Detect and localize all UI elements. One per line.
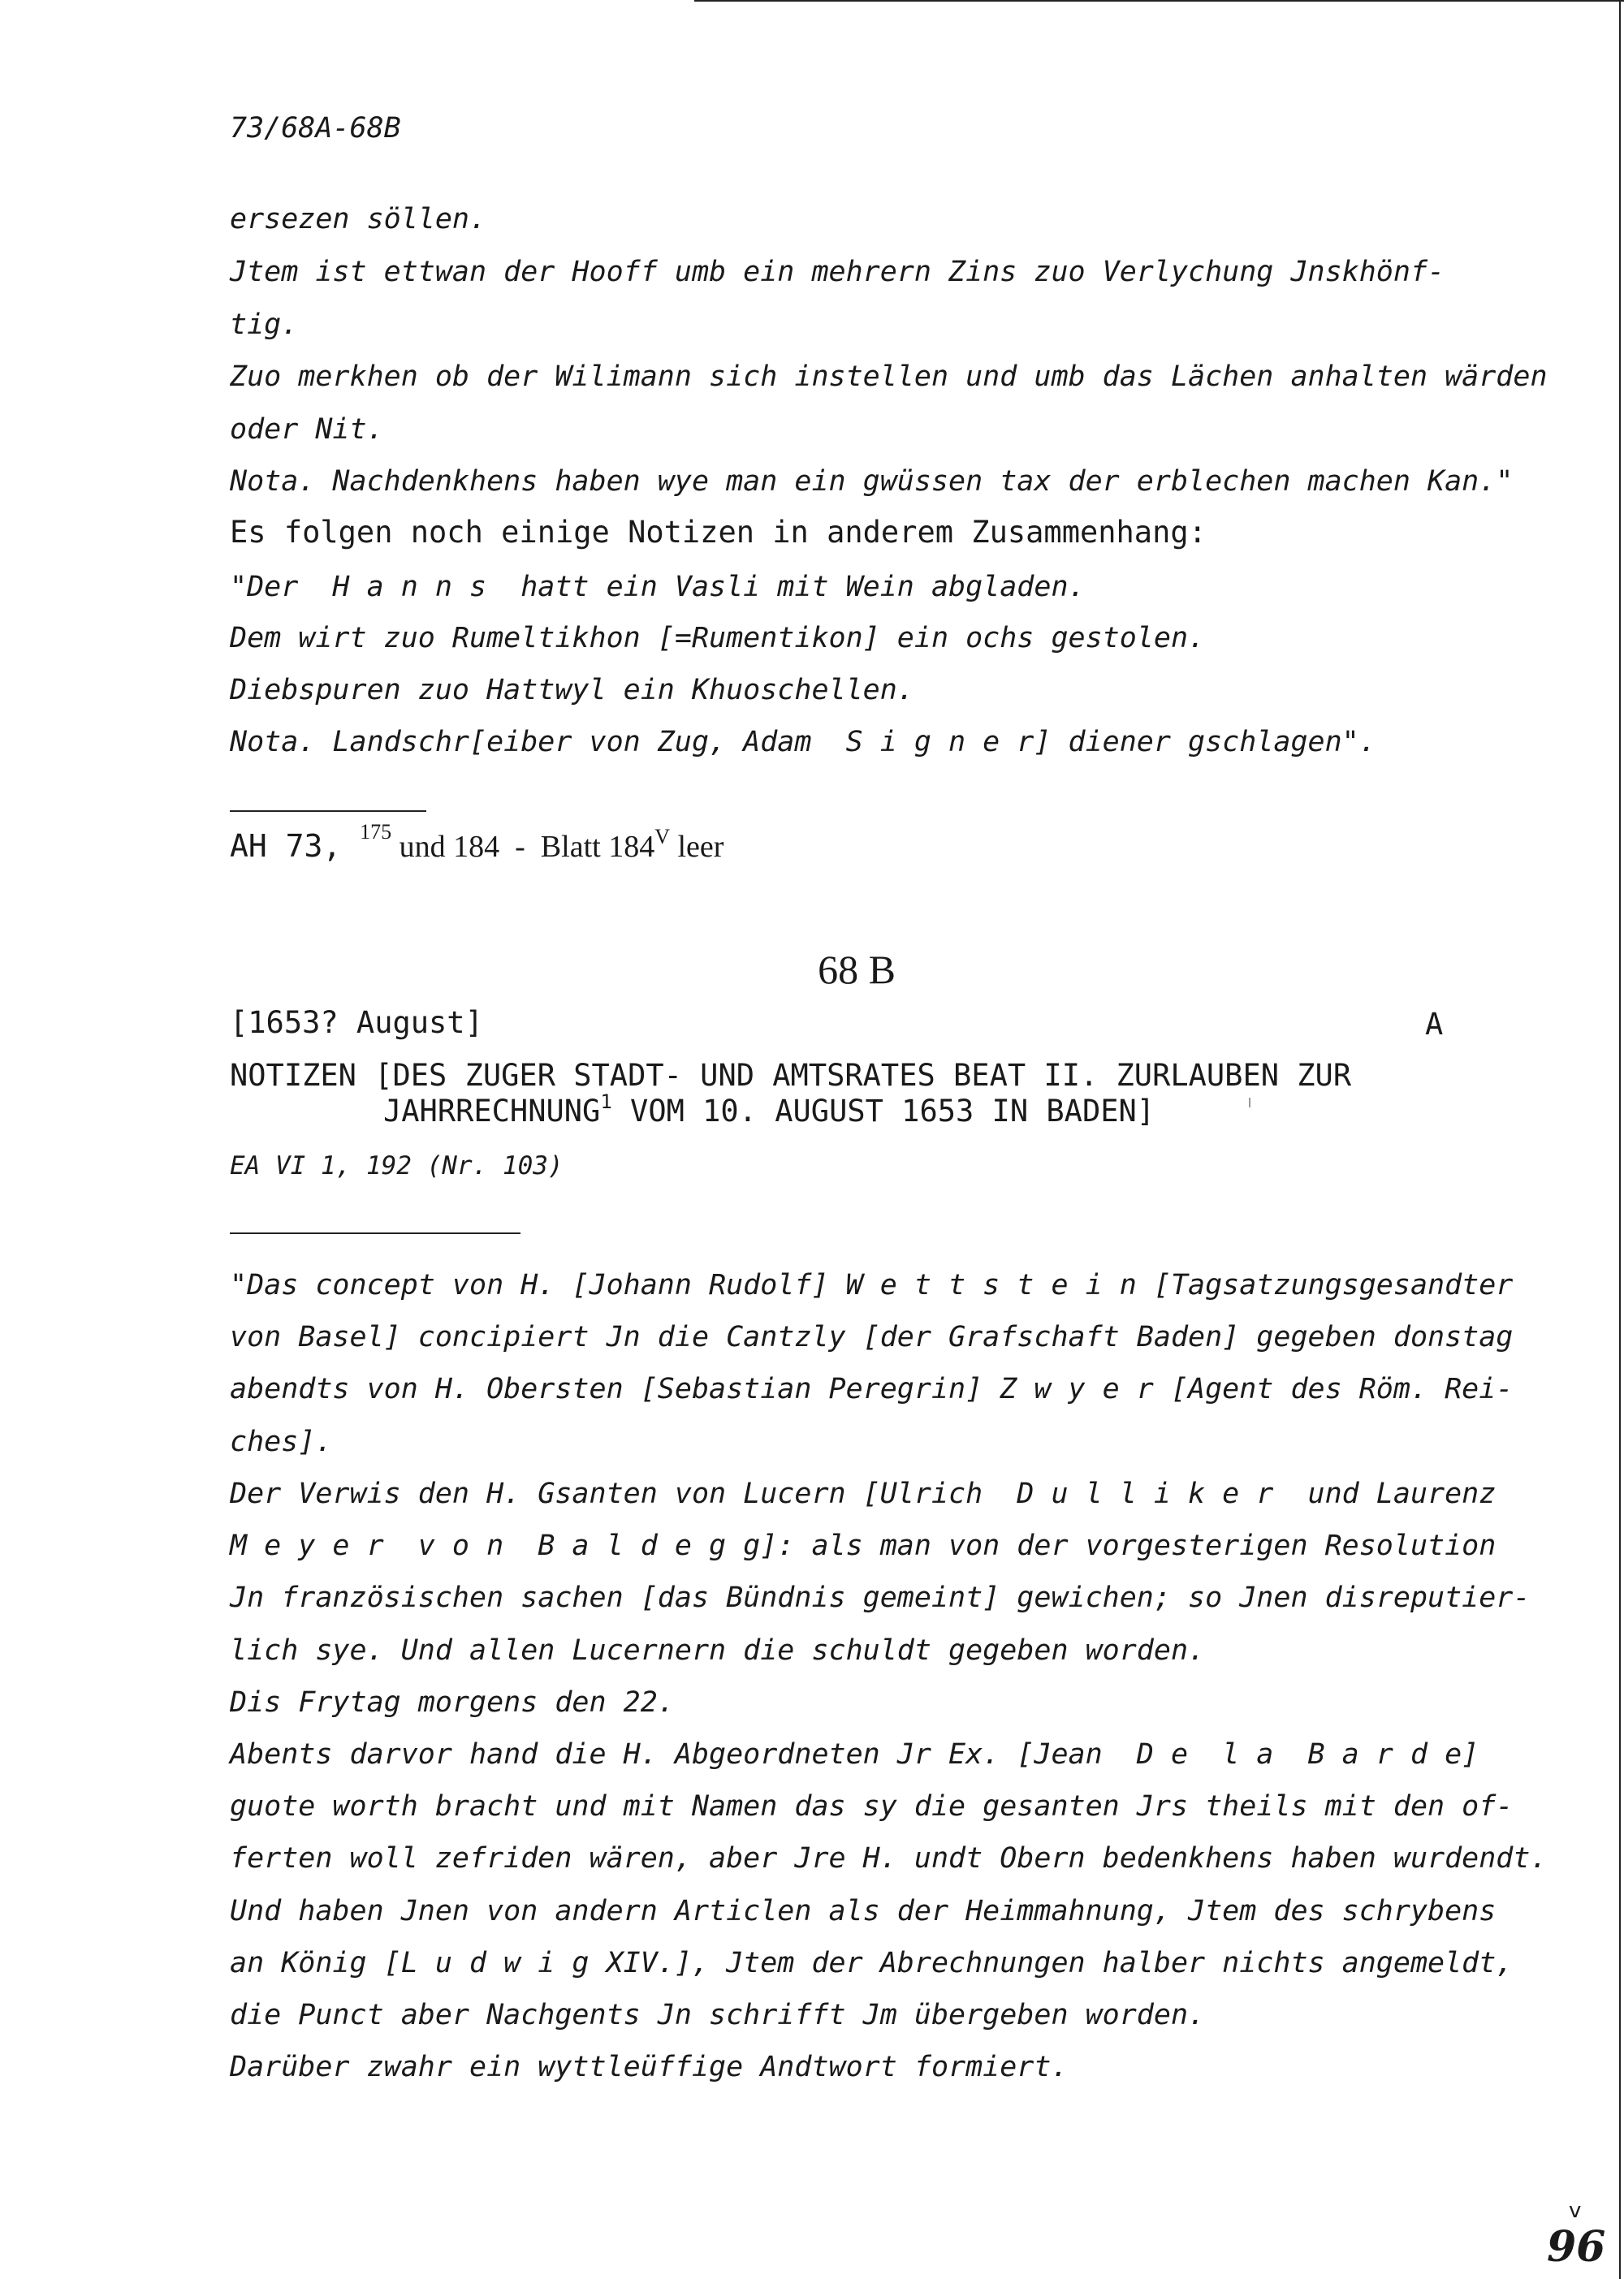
text-line: ches].	[230, 1426, 333, 1458]
title-part: JAHRRECHNUNG	[383, 1094, 601, 1129]
text-line: "Das concept von H. [Johann Rudolf] W e t t s t e i n [Tagsatzungsgesandter	[230, 1269, 1514, 1301]
title-part: VOM 10. AUGUST 1653 IN BADEN]	[611, 1094, 1155, 1129]
text-line: oder Nit.	[230, 413, 384, 446]
source-superscript: V	[654, 825, 670, 848]
text-line: an König [L u d w i g XIV.], Jtem der Abrechnungen halber nichts angemeldt,	[230, 1947, 1514, 1979]
footnote-marker: 1	[600, 1090, 612, 1113]
separator-rule	[230, 1232, 520, 1234]
text-line: "Der H a n n s hatt ein Vasli mit Wein abgladen.	[230, 571, 1086, 603]
source-number: 175	[360, 820, 392, 844]
source-prefix: AH 73,	[230, 828, 361, 864]
separator-rule	[230, 810, 426, 812]
page-mark: v	[1569, 2199, 1582, 2223]
page-number: 96	[1547, 2222, 1606, 2272]
text-line: ersezen söllen.	[230, 203, 487, 235]
text-line: M e y e r v o n B a l d e g g]: als man von der vorgesterigen Resolution	[230, 1530, 1497, 1562]
page-frame-right-line	[1619, 0, 1621, 2279]
text-line: Zuo merkhen ob der Wilimann sich instellen und umb das Lächen anhalten wärden	[230, 360, 1548, 393]
source-suffix: leer	[669, 830, 724, 864]
text-line: lich sye. Und allen Lucernern die schuldt gegeben worden.	[230, 1634, 1206, 1667]
document-date: [1653? August]	[230, 1005, 483, 1040]
text-line: guote worth bracht und mit Namen das sy die gesanten Jrs theils mit den of-	[230, 1790, 1514, 1823]
page-frame-top-line	[694, 0, 1624, 2]
edition-reference: EA VI 1, 192 (Nr. 103)	[230, 1151, 564, 1181]
text-line: Dem wirt zuo Rumeltikhon [=Rumentikon] ein ochs gestolen.	[230, 622, 1206, 654]
text-line: von Basel] concipiert Jn die Cantzly [der Grafschaft Baden] gegeben donstag	[230, 1321, 1514, 1353]
page-reference: 73/68A-68B	[230, 112, 401, 145]
editorial-note: Es folgen noch einige Notizen in anderem Zusammenhang:	[230, 515, 1207, 550]
text-line: Der Verwis den H. Gsanten von Lucern [Ulrich D u l l i k e r und Laurenz	[230, 1478, 1497, 1510]
text-line: Abents darvor hand die H. Abgeordneten Jr Ex. [Jean D e l a B a r d e]	[230, 1738, 1479, 1771]
text-line: Und haben Jnen von andern Articlen als der Heimmahnung, Jtem des schrybens	[230, 1895, 1497, 1927]
text-line: abendts von H. Obersten [Sebastian Peregrin] Z w y e r [Agent des Röm. Rei-	[230, 1373, 1514, 1405]
text-line: ferten woll zefriden wären, aber Jre H. undt Obern bedenkhens haben wurdendt.	[230, 1842, 1548, 1875]
text-line: die Punct aber Nachgents Jn schrifft Jm übergeben worden.	[230, 1999, 1206, 2031]
text-line: Darüber zwahr ein wyttleüffige Andtwort formiert.	[230, 2051, 1069, 2083]
text-line: Jn französischen sachen [das Bündnis gemeint] gewichen; so Jnen disreputier-	[230, 1582, 1531, 1614]
document-signature: A	[1425, 1007, 1444, 1042]
source-reference	[230, 820, 724, 865]
text-line: Dis Frytag morgens den 22.	[230, 1686, 675, 1719]
text-line: Nota. Landschr[eiber von Zug, Adam S i g n e r] diener gschlagen".	[230, 726, 1376, 758]
text-line: Diebspuren zuo Hattwyl ein Khuoschellen.	[230, 674, 914, 706]
text-line: tig.	[230, 309, 299, 341]
text-line: Nota. Nachdenkhens haben wye man ein gwüssen tax der erblechen machen Kan."	[230, 465, 1514, 498]
pencil-mark	[1249, 1098, 1250, 1107]
source-middle: und 184 - Blatt 184	[391, 830, 655, 864]
document-number: 68 B	[818, 947, 896, 992]
text-line: Jtem ist ettwan der Hooff umb ein mehrern Zins zuo Verlychung Jnskhönf-	[230, 256, 1445, 288]
document-title-line1: NOTIZEN [DES ZUGER STADT- UND AMTSRATES BEAT II. ZURLAUBEN ZUR	[230, 1058, 1352, 1093]
document-title-line2	[383, 1090, 1155, 1129]
